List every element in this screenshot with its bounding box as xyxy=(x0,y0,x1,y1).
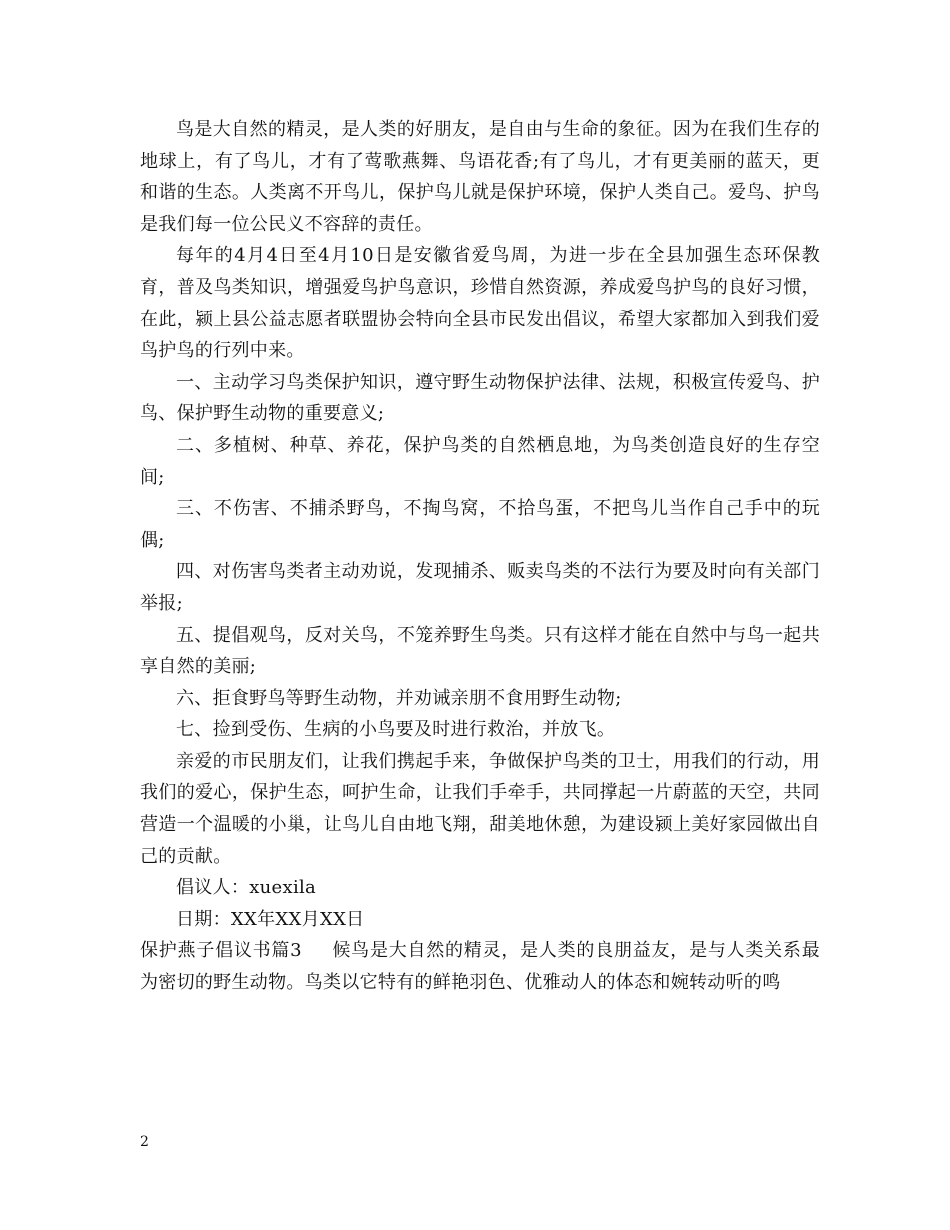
page-number: 2 xyxy=(140,1134,149,1150)
proposal-item-4: 四、对伤害鸟类者主动劝说，发现捕杀、贩卖鸟类的不法行为要及时向有关部门举报; xyxy=(140,561,820,614)
section-heading: 保护燕子倡议书篇3 xyxy=(140,940,302,962)
section-paragraph xyxy=(140,935,820,998)
proposal-item-3: 三、不伤害、不捕杀野鸟，不掏鸟窝，不拾鸟蛋，不把鸟儿当作自己手中的玩偶; xyxy=(140,498,820,551)
proposal-item-2: 二、多植树、种草、养花，保护鸟类的自然栖息地，为鸟类创造良好的生存空间; xyxy=(140,434,820,488)
signature-line: 倡议人：xuexila xyxy=(176,877,317,899)
proposal-item-7: 七、捡到受伤、生病的小鸟要及时进行救治，并放飞。 xyxy=(176,719,616,741)
section-text: 候鸟是大自然的精灵，是人类的良朋益友，是与人类关系最为密切的野生动物。鸟类以它特有的鲜艳羽色、优雅动人的体态和婉转动听的鸣 xyxy=(140,940,820,994)
proposal-item-5: 五、提倡观鸟，反对关鸟，不笼养野生鸟类。只有这样才能在自然中与鸟一起共享自然的美丽; xyxy=(140,624,820,678)
paragraph-intro: 鸟是大自然的精灵，是人类的好朋友，是自由与生命的象征。因为在我们生存的地球上，有了鸟儿，才有了莺歌燕舞、鸟语花香;有了鸟儿，才有更美丽的蓝天，更和谐的生态。人类离不开鸟儿，保护鸟儿就是保护环境，保护人类自己。爱鸟、护鸟是我们每一位公民义不容辞的责任。 xyxy=(140,119,820,235)
document-body xyxy=(140,114,820,999)
proposal-item-1: 一、主动学习鸟类保护知识，遵守野生动物保护法律、法规，积极宣传爱鸟、护鸟、保护野生动物的重要意义; xyxy=(140,371,820,425)
paragraph-closing: 亲爱的市民朋友们，让我们携起手来，争做保护鸟类的卫士，用我们的行动，用我们的爱心，保护生态，呵护生命，让我们手牵手，共同撑起一片蔚蓝的天空，共同营造一个温暖的小巢，让鸟儿自由地飞翔，甜美地休憩，为建设颍上美好家园做出自己的贡献。 xyxy=(140,750,820,867)
date-line: 日期：XX年XX月XX日 xyxy=(176,908,365,930)
proposal-item-6: 六、拒食野鸟等野生动物，并劝诫亲朋不食用野生动物; xyxy=(176,687,622,709)
paragraph-bird-week: 每年的4月4日至4月10日是安徽省爱鸟周，为进一步在全县加强生态环保教育，普及鸟类知识，增强爱鸟护鸟意识，珍惜自然资源，养成爱鸟护鸟的良好习惯，在此，颍上县公益志愿者联盟协会特向全县市民发出倡议，希望大家都加入到我们爱鸟护鸟的行列中来。 xyxy=(140,245,820,362)
